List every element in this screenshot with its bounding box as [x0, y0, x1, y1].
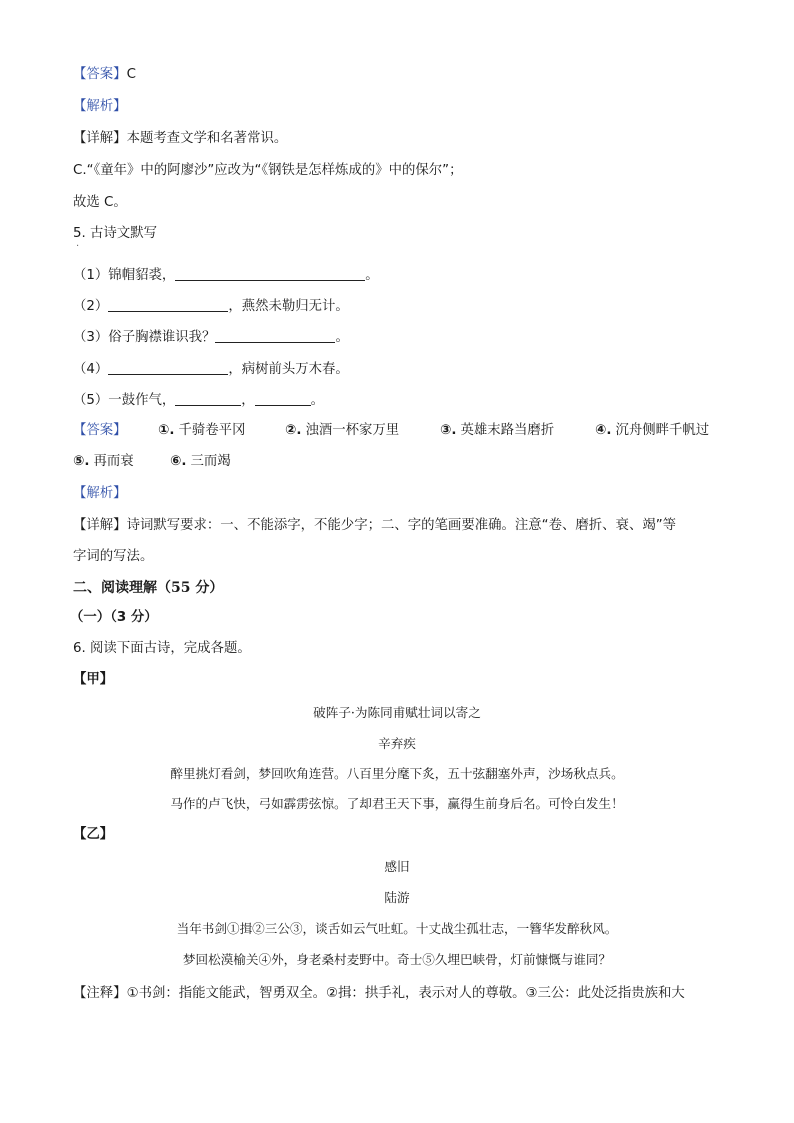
q5-title: 5. 古诗文默写	[73, 226, 157, 241]
fill-blank	[175, 266, 365, 281]
item-suffix: 。	[310, 393, 325, 408]
item-suffix: ，燕然未勒归无计。	[228, 299, 349, 314]
item-prefix: （5）一鼓作气，	[73, 393, 176, 408]
answer-item-2	[285, 422, 399, 440]
poem-a-line-2: 马作的卢飞快，弓如霹雳弦惊。了却君王天下事，赢得生前身后名。可怜白发生！	[170, 796, 624, 811]
q4-detail-line	[73, 130, 287, 148]
answer-item-4	[595, 422, 709, 440]
answer-item-3	[440, 422, 554, 440]
answer-text: 英雄末路当磨折	[460, 423, 555, 438]
q5-detail-line-2: 字词的写法。	[73, 549, 154, 564]
fill-blank	[108, 297, 228, 312]
q4-conclusion: 故选 C。	[73, 195, 127, 210]
item-suffix: ，病树前头万木春。	[228, 362, 349, 377]
item-suffix: 。	[365, 268, 379, 283]
q5-item-4	[73, 360, 349, 379]
fill-blank	[175, 391, 241, 406]
note-text: ①书剑：指能文能武，智勇双全。②揖：拱手礼，表示对人的尊敬。③三公：此处泛指贵族和大	[126, 986, 685, 1001]
answer-number: ⑤.	[73, 454, 90, 469]
answer-item-1	[158, 422, 245, 440]
answer-text: 浊酒一杯家万里	[305, 423, 400, 438]
detail-text: 诗词默写要求：一、不能添字，不能少字；二、字的笔画要准确。注意“卷、磨折、衰、竭”等	[126, 518, 677, 533]
answer-text: 三而竭	[190, 454, 231, 469]
q5-item-5	[73, 391, 324, 410]
q6-prompt: 6. 阅读下面古诗，完成各题。	[73, 641, 251, 656]
q5-item-3	[73, 328, 349, 347]
stray-dot: ·	[76, 241, 80, 252]
note-tag: 【注释】	[73, 986, 127, 1001]
answer-value: C	[126, 67, 136, 82]
fill-blank	[255, 391, 311, 406]
item-prefix: （2）	[73, 299, 109, 314]
q5-item-1	[73, 266, 379, 285]
section-heading: 二、阅读理解（55 分）	[73, 580, 224, 596]
answer-number: ①.	[158, 423, 175, 438]
poem-a-author: 辛弃疾	[378, 736, 416, 751]
fill-blank	[215, 328, 335, 343]
answer-number: ⑥.	[170, 454, 187, 469]
analysis-tag: 【解析】	[73, 486, 127, 501]
poem-a-tag: 【甲】	[73, 672, 114, 687]
answer-number: ②.	[285, 423, 302, 438]
answer-text: 沉舟侧畔千帆过	[615, 423, 710, 438]
item-prefix: （4）	[73, 362, 109, 377]
subsection-heading: （一）（3 分）	[70, 610, 158, 625]
poem-b-line-1: 当年书剑①揖②三公③，谈舌如云气吐虹。十丈战尘孤壮志，一簪华发醉秋风。	[176, 921, 618, 936]
answer-item-6	[170, 453, 231, 471]
notes-line	[73, 985, 685, 1003]
q4-correction: C.“《童年》中的阿廖沙”应改为“《钢铁是怎样炼成的》中的保尔”；	[73, 163, 463, 178]
detail-text: 本题考查文学和名著常识。	[126, 131, 288, 146]
q5-detail-line-1	[73, 517, 676, 535]
poem-a-title: 破阵子·为陈同甫赋壮词以寄之	[313, 705, 481, 720]
answer-tag: 【答案】	[73, 423, 127, 438]
item-prefix: （3）俗子胸襟谁识我？	[73, 330, 216, 345]
analysis-tag: 【解析】	[73, 99, 127, 114]
answer-number: ③.	[440, 423, 457, 438]
poem-b-title: 感旧	[384, 859, 410, 874]
item-suffix: 。	[335, 330, 349, 345]
q4-answer-line	[73, 66, 136, 84]
answer-text: 千骑卷平冈	[178, 423, 246, 438]
item-prefix: （1）锦帽貂裘，	[73, 268, 176, 283]
poem-b-line-2: 梦回松漠榆关④外，身老桑村麦野中。奇士⑤久埋巴峡骨，灯前慷慨与谁同？	[182, 952, 612, 967]
item-middle: ，	[241, 393, 255, 408]
poem-b-tag: 【乙】	[73, 827, 114, 842]
fill-blank	[108, 360, 228, 375]
poem-a-line-1: 醉里挑灯看剑，梦回吹角连营。八百里分麾下炙，五十弦翻塞外声，沙场秋点兵。	[170, 766, 624, 781]
detail-tag: 【详解】	[73, 131, 127, 146]
answer-tag: 【答案】	[73, 67, 127, 82]
answer-item-5	[73, 453, 134, 471]
answer-text: 再而衰	[93, 454, 134, 469]
answer-number: ④.	[595, 423, 612, 438]
detail-tag: 【详解】	[73, 518, 127, 533]
poem-b-author: 陆游	[384, 890, 410, 905]
q5-item-2	[73, 297, 349, 316]
